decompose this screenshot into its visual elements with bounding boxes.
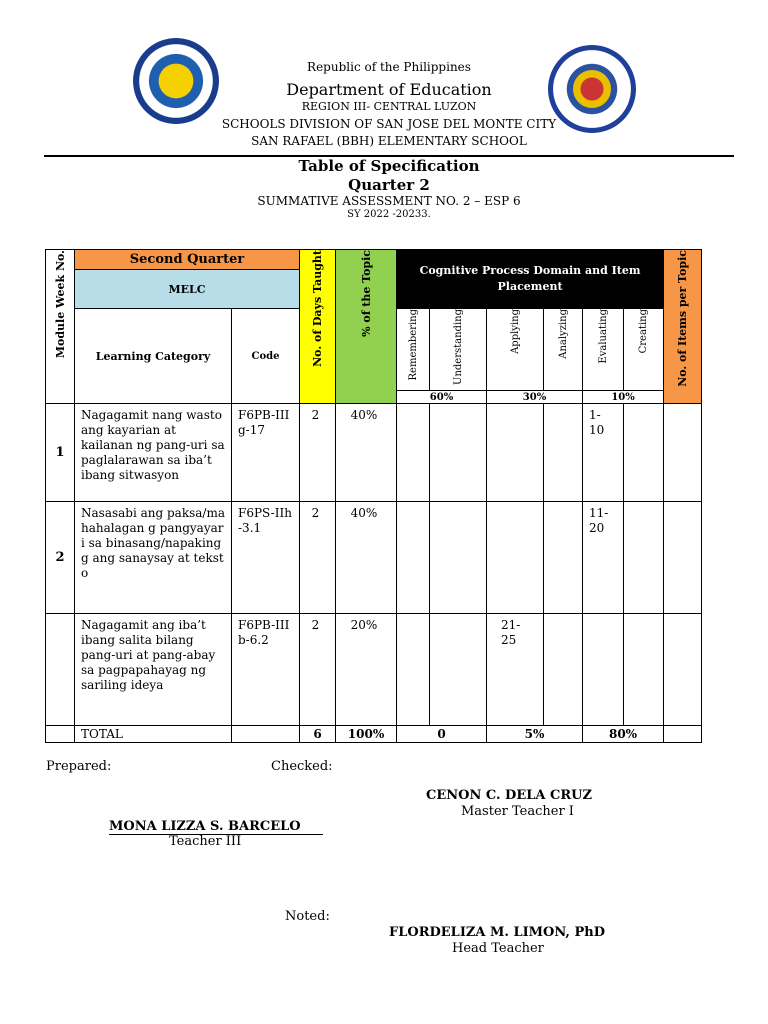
cell-evaluating (583, 614, 624, 726)
preparer-title: Teacher III (169, 834, 242, 849)
header-division: SCHOOLS DIVISION OF SAN JOSE DEL MONTE CITY (221, 117, 557, 131)
checker-name: CENON C. DELA CRUZ (426, 788, 592, 803)
header-school: SAN RAFAEL (BBH) ELEMENTARY SCHOOL (251, 134, 527, 148)
doc-assessment: SUMMATIVE ASSESSMENT NO. 2 – ESP 6 (257, 194, 521, 208)
group-pct-higher: 10% (583, 391, 664, 404)
cell-understanding (430, 502, 487, 614)
row-days: 2 (311, 506, 320, 520)
domain-analyzing: Analyzing (544, 309, 583, 391)
row-applying: 21-25 (501, 618, 521, 647)
cell-remembering (397, 404, 430, 502)
row-pct: 40% (350, 408, 378, 422)
total-remembering: 0 (397, 726, 487, 743)
header-department: Department of Education (286, 80, 492, 99)
row-code: F6PB-IIIg-17 (238, 408, 290, 437)
row-pct: 20% (350, 618, 378, 632)
cell-items (664, 404, 702, 502)
domain-understanding: Understanding (430, 309, 487, 391)
row-days: 2 (311, 618, 320, 632)
doc-sy: SY 2022 -20233. (347, 209, 431, 220)
row-code: F6PB-IIIb-6.2 (238, 618, 290, 647)
code-header: Code (232, 309, 300, 404)
items-per-topic-header: No. of Items per Topic (664, 250, 702, 404)
total-label: TOTAL (81, 727, 123, 741)
noter-name: FLORDELIZA M. LIMON, PhD (389, 925, 605, 940)
total-applying: 5% (487, 726, 583, 743)
cell-analyzing (544, 614, 583, 726)
cell-items (664, 502, 702, 614)
row-days: 2 (311, 408, 320, 422)
preparer-name: MONA LIZZA S. BARCELO (109, 819, 323, 835)
header-republic: Republic of the Philippines (307, 60, 471, 74)
cell-understanding (430, 614, 487, 726)
cell-understanding (430, 404, 487, 502)
row-category: Nagagamit ang iba’t ibang salita bilang pang-uri at pang-abay sa pagpapahayag ng sariling ideya (81, 618, 216, 692)
table-row (46, 502, 702, 614)
row-week (46, 614, 75, 726)
checker-title: Master Teacher I (461, 804, 574, 819)
cell-remembering (397, 614, 430, 726)
module-week-header: Module Week No. (46, 250, 75, 404)
domain-evaluating: Evaluating (583, 309, 624, 391)
learning-category-header: Learning Category (75, 309, 232, 404)
cell-analyzing (544, 404, 583, 502)
table-row (46, 614, 702, 726)
noted-label: Noted: (285, 909, 330, 924)
total-days: 6 (300, 726, 336, 743)
doc-quarter: Quarter 2 (348, 176, 430, 194)
row-category: Nasasabi ang paksa/mahahalagan g pangyayari sa binasang/napakingg ang sanaysay at teksto (81, 506, 225, 580)
total-pct: 100% (336, 726, 397, 743)
domain-applying: Applying (487, 309, 544, 391)
row-week: 1 (46, 404, 75, 502)
melc-header: MELC (75, 270, 300, 309)
checked-label: Checked: (271, 759, 333, 774)
cell-remembering (397, 502, 430, 614)
group-pct-lower: 60% (397, 391, 487, 404)
cell-creating (624, 614, 664, 726)
row-week: 2 (46, 502, 75, 614)
row-code: F6PS-IIh-3.1 (238, 506, 292, 535)
table-row (46, 404, 702, 502)
cognitive-domain-header: Cognitive Process Domain and Item Placement (397, 250, 664, 309)
doc-title: Table of Specification (298, 157, 480, 175)
prepared-label: Prepared: (46, 759, 112, 774)
cell-items (664, 614, 702, 726)
specification-table (45, 249, 702, 743)
group-pct-middle: 30% (487, 391, 583, 404)
noter-title: Head Teacher (452, 941, 544, 956)
row-category: Nagagamit nang wasto ang kayarian at kailanan ng pang-uri sa paglalarawan sa iba’t ibang sitwasyon (81, 408, 225, 482)
cell-applying (487, 404, 544, 502)
second-quarter-header: Second Quarter (75, 250, 300, 270)
domain-remembering: Remembering (397, 309, 430, 391)
row-pct: 40% (350, 506, 378, 520)
cell-analyzing (544, 502, 583, 614)
total-evaluating: 80% (583, 726, 664, 743)
days-taught-header: No. of Days Taught (300, 250, 336, 404)
total-row (46, 726, 702, 743)
cell-creating (624, 404, 664, 502)
header-region: REGION III- CENTRAL LUZON (301, 100, 477, 113)
pct-topic-header: % of the Topic (336, 250, 397, 404)
cell-applying (487, 502, 544, 614)
row-evaluating: 1-10 (589, 408, 605, 437)
cell-creating (624, 502, 664, 614)
domain-creating: Creating (624, 309, 664, 391)
row-evaluating: 11-20 (589, 506, 609, 535)
